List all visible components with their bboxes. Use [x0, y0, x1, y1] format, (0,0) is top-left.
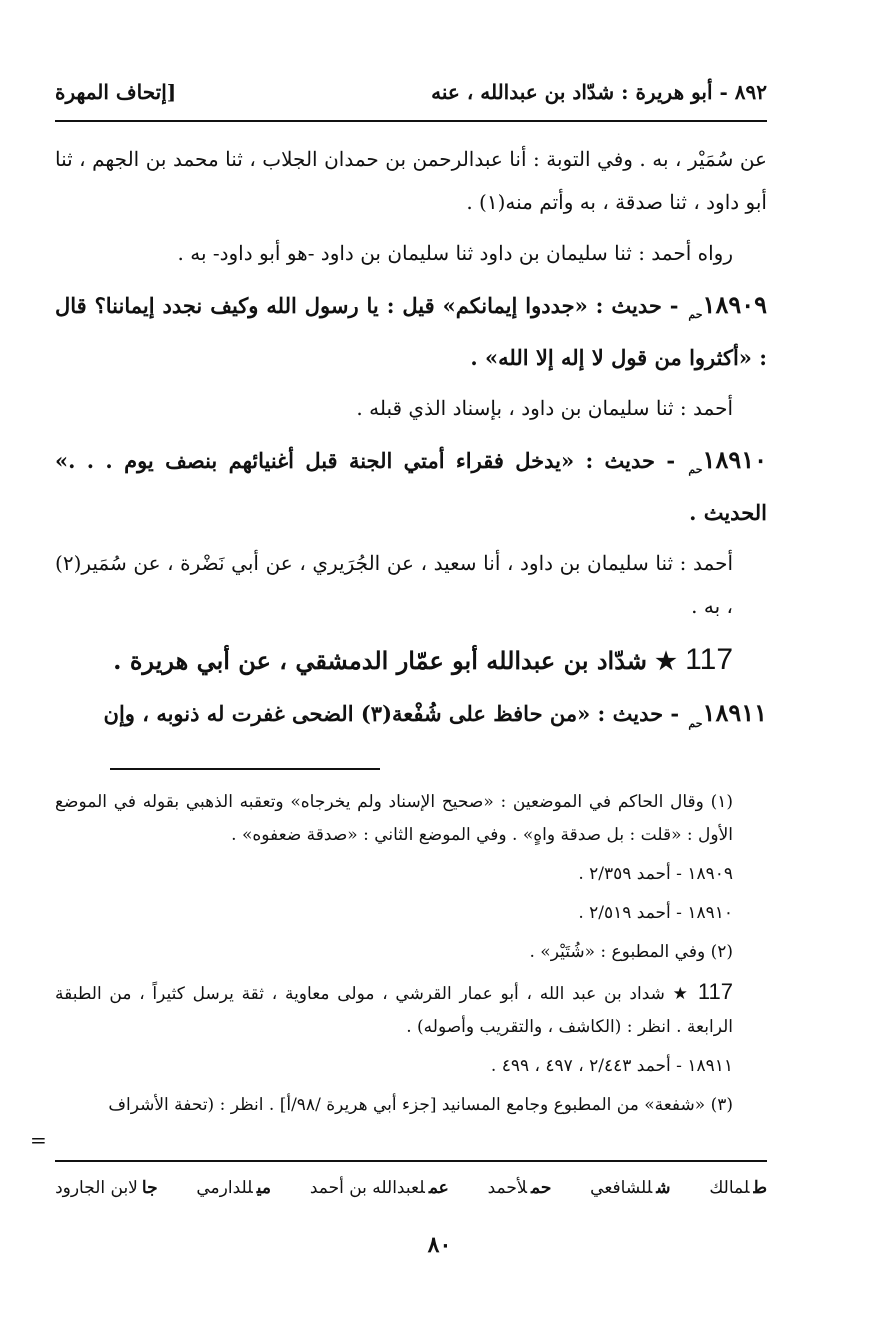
footnote-1: (١) وقال الحاكم في الموضعين : «صحيح الإسناد ولم يخرجاه» وتعقبه الذهبي بقوله في الموضع الأول : «قلت : بل صدقة واهٍ» . وفي الموضع الثاني : «صدقة ضعفوه» .	[55, 792, 733, 845]
paragraph: أحمد : ثنا سليمان بن داود ، بإسناد الذي قبله .	[356, 396, 733, 421]
narrator-note-117	[55, 975, 767, 1044]
source-code: حم	[688, 308, 703, 322]
abbreviation-item	[310, 1178, 449, 1198]
footnote-3: (٣) «شفعة» من المطبوع وجامع المسانيد [جزء أبي هريرة /٩٨/أ] . انظر : (تحفة الأشراف	[108, 1095, 733, 1115]
footnote-separator	[110, 768, 380, 770]
abbreviation-key	[55, 1172, 767, 1204]
hadith-number: ١٨٩١١	[702, 698, 767, 728]
abbreviation-item	[709, 1178, 767, 1198]
reference-18909: ١٨٩٠٩ - أحمد ٢/٣٥٩ .	[578, 864, 733, 884]
abbreviation-code: ط	[753, 1178, 767, 1198]
footnote-2: (٢) وفي المطبوع : «شُتَيْر» .	[529, 942, 733, 962]
hadith-entry-18910	[55, 438, 767, 534]
hadith-entry-18909	[55, 283, 767, 379]
abbreviation-item	[590, 1178, 670, 1198]
abbreviation-item	[196, 1178, 271, 1198]
hadith-entry-18911	[55, 691, 767, 744]
abbreviation-code: حم	[531, 1178, 552, 1198]
footnotes	[55, 786, 767, 1128]
narrator-section-heading	[55, 636, 767, 685]
abbreviation-code: مي	[256, 1178, 272, 1198]
reference-18910: ١٨٩١٠ - أحمد ٢/٥١٩ .	[578, 903, 733, 923]
abbreviation-code: ش	[656, 1178, 671, 1198]
abbreviation-item	[488, 1178, 552, 1198]
reference-18911: ١٨٩١١ - أحمد ٢/٤٤٣ ، ٤٩٧ ، ٤٩٩ .	[490, 1056, 733, 1076]
header-book-title: [إتحاف المهرة	[55, 80, 177, 104]
abbreviation-item	[55, 1178, 158, 1198]
source-code: حم	[688, 716, 703, 730]
hadith-text: - حديث : «من حافظ على شُفْعة(٣) الضحى غفرت له ذنوبه ، وإن	[103, 701, 680, 727]
abbreviation-label: للدارمي	[196, 1178, 253, 1198]
running-header	[55, 72, 767, 112]
narrator-number: 117	[697, 979, 733, 1004]
abbreviation-label: لمالك	[709, 1178, 750, 1198]
abbreviation-code: عم	[428, 1178, 449, 1198]
header-rule	[55, 120, 767, 122]
hadith-text: - حديث : «يدخل فقراء أمتي الجنة قبل أغنيائهم بنصف يوم . . .» الحديث .	[55, 448, 767, 526]
abbreviation-rule	[55, 1160, 767, 1162]
header-chapter-title: ٨٩٢ - أبو هريرة : شدّاد بن عبدالله ، عنه	[431, 80, 767, 104]
narrator-note-text: ★ شداد بن عبد الله ، أبو عمار القرشي ، مولى معاوية ، ثقة يرسل كثيراً ، من الطبقة الرابعة . انظر : (الكاشف ، والتقريب وأصوله) .	[55, 984, 733, 1037]
abbreviation-label: لابن الجارود	[55, 1178, 138, 1198]
paragraph: رواه أحمد : ثنا سليمان بن داود ثنا سليمان بن داود -هو أبو داود- به .	[177, 241, 733, 265]
hadith-number: ١٨٩٠٩	[702, 290, 767, 319]
main-text	[55, 138, 767, 753]
paragraph: عن سُمَيْر ، به . وفي التوبة : أنا عبدالرحمن بن حمدان الجلاب ، ثنا محمد بن الجهم ، ثنا أبو داود ، ثنا صدقة ، به وأتم منه(١) .	[55, 147, 767, 214]
source-code: حم	[688, 463, 703, 477]
abbreviation-code: جا	[141, 1178, 158, 1198]
abbreviation-label: للشافعي	[590, 1178, 653, 1198]
hadith-number: ١٨٩١٠	[702, 445, 767, 475]
hadith-text: - حديث : «جددوا إيمانكم» قيل : يا رسول الله وكيف نجدد إيماننا؟ قال : «أكثروا من قول لا إله إلا الله» .	[55, 293, 767, 371]
continuation-mark: =	[30, 1128, 47, 1152]
narrator-heading-text: ★ شدّاد بن عبدالله أبو عمّار الدمشقي ، عن أبي هريرة .	[113, 646, 677, 676]
narrator-number: 117	[685, 643, 733, 677]
abbreviation-label: لعبدالله بن أحمد	[309, 1178, 425, 1198]
paragraph: أحمد : ثنا سليمان بن داود ، أنا سعيد ، عن الجُرَيري ، عن أبي نَضْرة ، عن سُمَير(٢) ، به .	[55, 551, 733, 619]
page-number: ٨٠	[427, 1232, 452, 1258]
abbreviation-label: لأحمد	[487, 1178, 528, 1198]
